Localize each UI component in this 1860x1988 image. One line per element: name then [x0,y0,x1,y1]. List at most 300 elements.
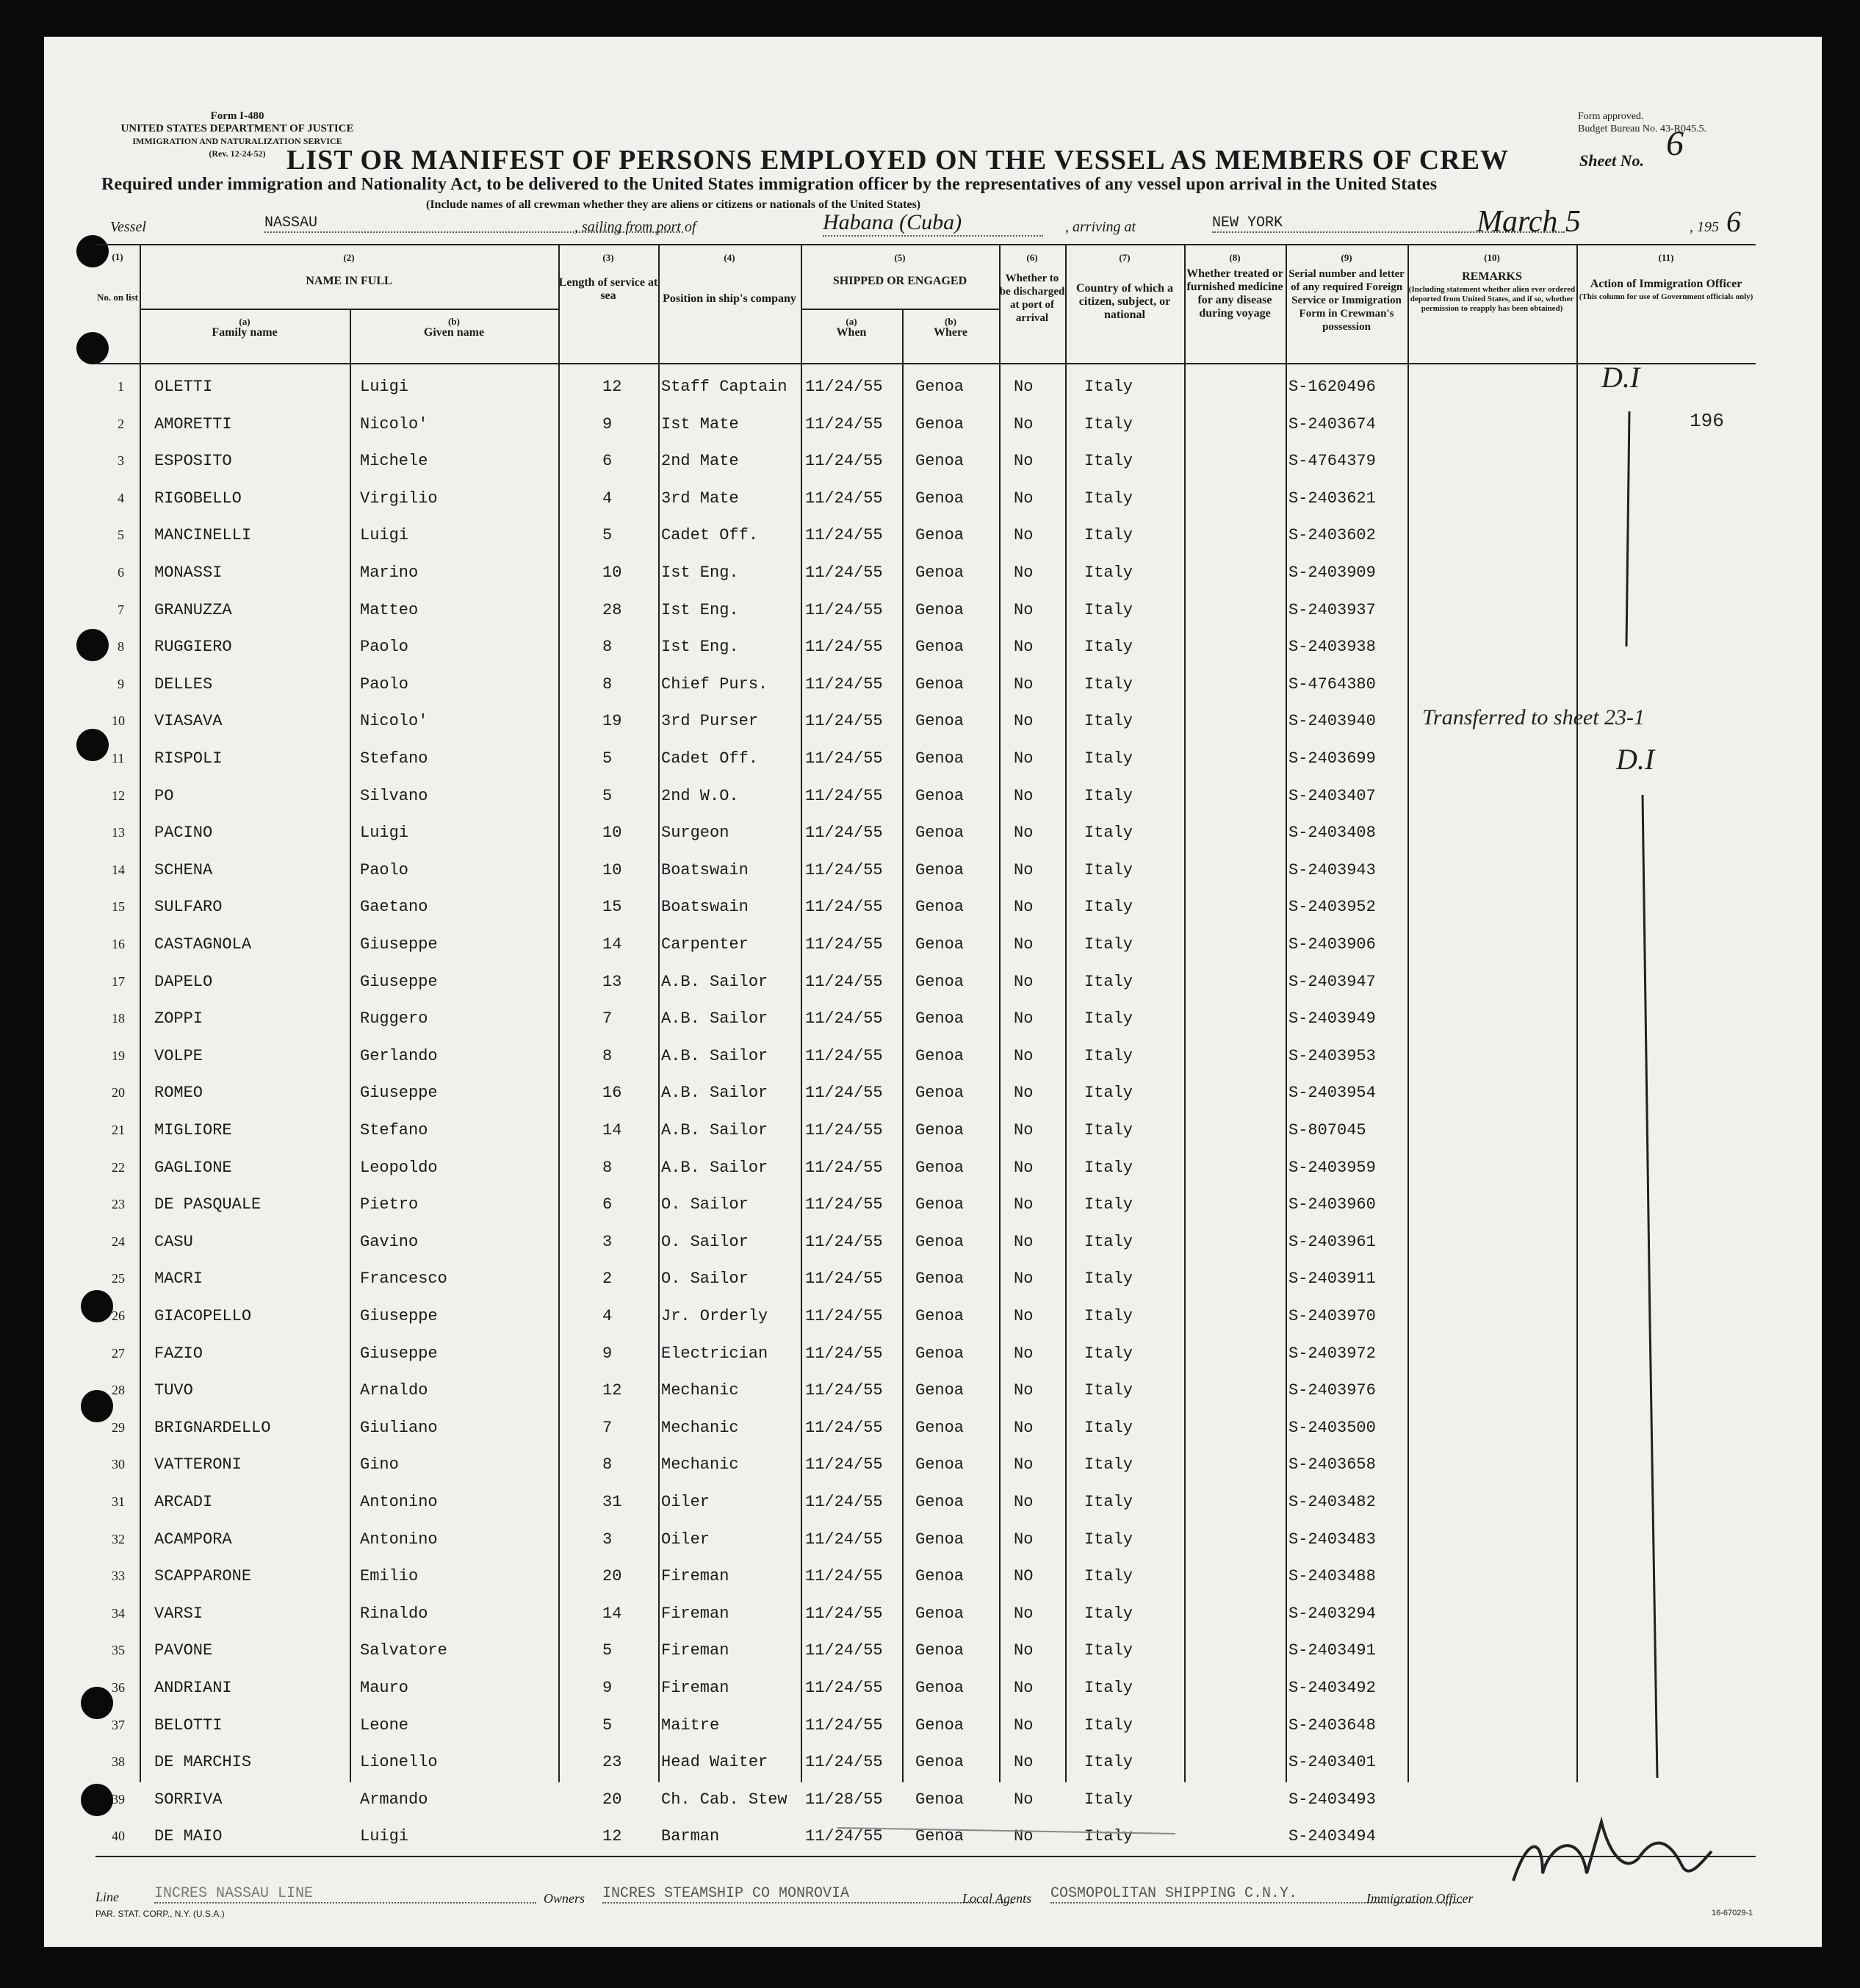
shipped-when: 11/24/55 [805,1418,883,1437]
shipped-when: 11/24/55 [805,1604,883,1623]
table-row [95,1073,1756,1111]
table-row [95,591,1756,628]
serial-number: S-2403482 [1288,1493,1376,1511]
discharge-status: No [1014,1307,1034,1325]
punch-hole [76,332,109,364]
serial-number: S-2403949 [1288,1009,1376,1029]
serial-number: S-2403621 [1288,489,1376,508]
sea-service: 7 [602,1009,613,1029]
crew-number: 34 [112,1605,125,1621]
position: Fireman [661,1604,729,1623]
col-8-header: (8) Whether treated or furnished medicine for any disease during voyage [1186,252,1283,320]
family-name: RIGOBELLO [154,489,242,508]
col-3-header: (3) Length of service at sea [558,252,658,302]
family-name: ARCADI [154,1493,213,1511]
given-name: Stefano [360,1121,428,1139]
sea-service: 20 [602,1790,622,1809]
serial-number: S-2403648 [1288,1715,1376,1735]
serial-number: S-4764379 [1288,452,1376,471]
discharge-status: No [1014,1381,1034,1400]
family-name: GAGLIONE [154,1158,232,1177]
serial-number: S-2403954 [1288,1084,1376,1103]
crew-number: 37 [112,1717,125,1732]
serial-number: S-2403972 [1288,1344,1376,1363]
sea-service: 5 [602,526,613,545]
family-name: RISPOLI [154,749,223,768]
position: Chief Purs. [661,674,768,694]
sea-service: 8 [602,1455,613,1474]
country: Italy [1084,1604,1133,1623]
header-bottom-line [95,363,1756,364]
serial-number: S-2403491 [1288,1641,1376,1660]
position: Fireman [661,1679,729,1697]
table-row [95,1408,1756,1446]
crew-number: 14 [112,862,125,877]
discharge-status: No [1014,712,1034,731]
sea-service: 14 [602,1604,622,1623]
sea-service: 14 [602,1121,622,1139]
country: Italy [1084,1753,1133,1772]
shipped-when: 11/24/55 [805,489,883,508]
sea-service: 4 [602,489,613,508]
position: A.B. Sailor [661,1121,768,1139]
shipped-when: 11/24/55 [805,972,883,991]
given-name: Paolo [360,860,409,879]
country: Italy [1084,1121,1133,1139]
col-5-header: (5) SHIPPED OR ENGAGED [832,252,967,287]
country: Italy [1084,1344,1133,1363]
shipped-where: Genoa [915,1753,965,1772]
shipped-where: Genoa [915,1269,965,1289]
table-row [95,999,1756,1037]
given-name: Lionello [360,1753,438,1772]
sea-service: 6 [602,1195,613,1214]
crew-number: 11 [112,751,125,766]
shipped-when: 11/24/55 [805,378,883,396]
discharge-status: No [1014,1715,1034,1735]
serial-number: S-4764380 [1288,674,1376,694]
serial-number: S-2403938 [1288,638,1376,657]
shipped-when: 11/24/55 [805,1715,883,1735]
family-name: ACAMPORA [154,1530,232,1549]
family-name: VARSI [154,1604,203,1623]
sea-service: 23 [602,1753,622,1772]
family-name: PACINO [154,824,213,843]
discharge-status: No [1014,638,1034,657]
discharge-status: No [1014,1530,1034,1549]
family-name: AMORETTI [154,414,232,433]
serial-number: S-2403960 [1288,1195,1376,1214]
shipped-where: Genoa [915,1790,965,1809]
serial-number: S-2403488 [1288,1567,1376,1586]
table-row [95,1111,1756,1148]
given-name: Virgilio [360,489,438,508]
shipped-where: Genoa [915,1827,965,1846]
sea-service: 8 [602,1046,613,1065]
agents-value: COSMOPOLITAN SHIPPING C.N.Y. [1050,1885,1462,1904]
shipped-when: 11/24/55 [805,1046,883,1065]
shipped-where: Genoa [915,378,965,396]
remark-row-10: Transferred to sheet 23-1 [1422,705,1645,730]
crew-number: 36 [112,1680,125,1695]
table-row [95,1185,1756,1222]
serial-number: S-2403947 [1288,972,1376,991]
sea-service: 6 [602,452,613,471]
discharge-status: No [1014,526,1034,545]
crew-number: 39 [112,1791,125,1807]
shipped-where: Genoa [915,1641,965,1660]
sea-service: 10 [602,824,622,843]
given-name: Gaetano [360,898,428,917]
given-name: Gerlando [360,1046,438,1065]
country: Italy [1084,1715,1133,1735]
table-row [95,887,1756,925]
crew-number: 27 [112,1345,125,1361]
sea-service: 5 [602,1715,613,1735]
given-name: Luigi [360,824,409,843]
given-name: Giuseppe [360,1344,438,1363]
given-name: Stefano [360,749,428,768]
family-name: DE PASQUALE [154,1195,262,1214]
crew-number: 22 [112,1159,125,1175]
crew-number: 5 [118,527,124,543]
table-row [95,1483,1756,1520]
shipped-where: Genoa [915,1493,965,1511]
shipped-where: Genoa [915,414,965,433]
position: 2nd Mate [661,452,739,471]
country: Italy [1084,1046,1133,1065]
family-name: ANDRIANI [154,1679,232,1697]
country: Italy [1084,1195,1133,1214]
position: Cadet Off. [661,526,759,545]
shipped-when: 11/24/55 [805,1641,883,1660]
table-row [95,1334,1756,1372]
shipped-when: 11/24/55 [805,638,883,657]
crew-number: 8 [118,639,124,655]
sea-service: 19 [602,712,622,731]
position: Boatswain [661,860,749,879]
shipped-when: 11/24/55 [805,600,883,619]
sea-service: 31 [602,1493,622,1511]
action-mark-row-1: D.I [1601,361,1640,394]
position: Surgeon [661,824,729,843]
shipped-where: Genoa [915,452,965,471]
discharge-status: No [1014,1493,1034,1511]
given-name: Salvatore [360,1641,447,1660]
shipped-where: Genoa [915,712,965,731]
position: Mechanic [661,1418,739,1437]
shipped-when: 11/28/55 [805,1790,883,1809]
discharge-status: No [1014,1790,1034,1809]
service: IMMIGRATION AND NATURALIZATION SERVICE [132,136,342,146]
given-name: Emilio [360,1567,419,1586]
family-name: PO [154,786,174,805]
given-name: Giuliano [360,1418,438,1437]
sea-service: 16 [602,1084,622,1103]
family-name: OLETTI [154,378,213,396]
given-name: Rinaldo [360,1604,428,1623]
shipped-where: Genoa [915,489,965,508]
family-name: CASTAGNOLA [154,935,252,954]
shipped-where: Genoa [915,824,965,843]
serial-number: S-2403970 [1288,1307,1376,1325]
country: Italy [1084,452,1133,471]
serial-number: S-2403500 [1288,1418,1376,1437]
shipped-where: Genoa [915,674,965,694]
sea-service: 5 [602,1641,613,1660]
shipped-when: 11/24/55 [805,1009,883,1029]
year-label: , 195 [1690,219,1719,235]
family-name: TUVO [154,1381,193,1400]
serial-number: S-2403658 [1288,1455,1376,1474]
shipped-when: 11/24/55 [805,1084,883,1103]
col-9-header: (9) Serial number and letter of any required Foreign Service or Immigration Form in Crewman's possession [1288,252,1405,333]
country: Italy [1084,1232,1133,1251]
table-row [95,851,1756,888]
position: Fireman [661,1567,729,1586]
shipped-where: Genoa [915,1381,965,1400]
shipped-when: 11/24/55 [805,563,883,582]
form-code: 16-67029-1 [1712,1909,1753,1917]
arriving-label: , arriving at [1065,219,1136,235]
family-name: CASU [154,1232,193,1251]
serial-number: S-1620496 [1288,378,1376,396]
voyage-line [110,205,1770,241]
given-name: Nicolo' [360,712,428,731]
table-row [95,1222,1756,1260]
given-name: Francesco [360,1269,447,1289]
table-row [95,1520,1756,1557]
crew-number: 18 [112,1011,125,1026]
crew-number: 24 [112,1234,125,1249]
shipped-when: 11/24/55 [805,824,883,843]
sailing-port: Habana (Cuba) [823,210,1043,237]
table-row [95,1668,1756,1706]
given-name: Giuseppe [360,935,438,954]
discharge-status: No [1014,1604,1034,1623]
shipped-where: Genoa [915,1158,965,1177]
given-name: Leopoldo [360,1158,438,1177]
table-row [95,553,1756,591]
signature-mark [1499,1807,1719,1903]
form-number: Form I-480 [210,110,264,122]
family-name: MIGLIORE [154,1121,232,1139]
shipped-where: Genoa [915,1121,965,1139]
sea-service: 4 [602,1307,613,1325]
sea-service: 9 [602,1344,613,1363]
country: Italy [1084,378,1133,396]
crew-number: 3 [118,453,124,469]
sea-service: 5 [602,786,613,805]
officer-signature [1499,1807,1719,1914]
shipped-where: Genoa [915,1195,965,1214]
table-row [95,925,1756,962]
printer-credit: PAR. STAT. CORP., N.Y. (U.S.A.) [95,1909,225,1919]
sea-service: 7 [602,1418,613,1437]
position: Ist Eng. [661,600,739,619]
sea-service: 12 [602,378,622,396]
serial-number: S-2403294 [1288,1604,1376,1623]
serial-number: S-2403953 [1288,1046,1376,1065]
shipped-when: 11/24/55 [805,898,883,917]
serial-number: S-2403483 [1288,1530,1376,1549]
sea-service: 8 [602,674,613,694]
family-name: VIASAVA [154,712,223,731]
serial-number: S-2403699 [1288,749,1376,768]
discharge-status: No [1014,1455,1034,1474]
family-name: ROMEO [154,1084,203,1103]
crew-number: 15 [112,899,125,915]
shipped-where: Genoa [915,898,965,917]
sea-service: 13 [602,972,622,991]
country: Italy [1084,1158,1133,1177]
shipped-where: Genoa [915,1455,965,1474]
arriving-port: NEW YORK [1212,215,1565,233]
country: Italy [1084,1269,1133,1289]
shipped-when: 11/24/55 [805,1307,883,1325]
discharge-status: No [1014,1344,1034,1363]
country: Italy [1084,972,1133,991]
shipped-where: Genoa [915,1530,965,1549]
family-name: MONASSI [154,563,223,582]
shipped-where: Genoa [915,786,965,805]
discharge-status: No [1014,1046,1034,1065]
country: Italy [1084,1641,1133,1660]
given-name: Giuseppe [360,972,438,991]
position: Staff Captain [661,378,787,396]
position: Fireman [661,1641,729,1660]
page-title: LIST OR MANIFEST OF PERSONS EMPLOYED ON THE VESSEL AS MEMBERS OF CREW [286,145,1509,176]
country: Italy [1084,1381,1133,1400]
crew-number: 33 [112,1569,125,1584]
discharge-status: No [1014,1009,1034,1029]
position: Electrician [661,1344,768,1363]
country: Italy [1084,1418,1133,1437]
col-10-header: (10) REMARKS (Including statement whether alien ever ordered deported from United States, and if so, whether permission to reapply has been obtained) [1408,252,1576,313]
shipped-where: Genoa [915,1232,965,1251]
position: 3rd Purser [661,712,759,731]
given-name: Luigi [360,526,409,545]
shipped-when: 11/24/55 [805,414,883,433]
country: Italy [1084,1493,1133,1511]
discharge-status: No [1014,935,1034,954]
table-row [95,1631,1756,1668]
discharge-status: No [1014,489,1034,508]
discharge-status: No [1014,1121,1034,1139]
revision: (Rev. 12-24-52) [209,148,266,159]
vessel-name: NASSAU [264,215,683,233]
serial-number: S-2403674 [1288,414,1376,433]
given-name: Silvano [360,786,428,805]
sea-service: 9 [602,1679,613,1697]
position: Mechanic [661,1381,739,1400]
shipped-when: 11/24/55 [805,1344,883,1363]
arrival-date: March 5 [1477,205,1581,239]
country: Italy [1084,638,1133,657]
table-row [95,739,1756,777]
table-row [95,962,1756,1000]
shipped-when: 11/24/55 [805,1530,883,1549]
family-name: MANCINELLI [154,526,252,545]
col-2b-header: (b) Given name [423,316,485,339]
sheet-number: 6 [1666,124,1684,163]
family-name: SCHENA [154,860,213,879]
crew-number: 32 [112,1531,125,1546]
table-row [95,1706,1756,1743]
serial-number: S-2403961 [1288,1232,1376,1251]
shipped-when: 11/24/55 [805,1232,883,1251]
shipped-when: 11/24/55 [805,1827,883,1846]
position: Ch. Cab. Stew [661,1790,787,1809]
shipped-when: 11/24/55 [805,712,883,731]
discharge-status: No [1014,1195,1034,1214]
given-name: Paolo [360,638,409,657]
col-1-header: (1) No. on list [97,251,138,303]
country: Italy [1084,1567,1133,1586]
crew-number: 38 [112,1754,125,1770]
vessel-label: Vessel [110,219,146,235]
country: Italy [1084,1790,1133,1809]
crew-number: 4 [118,490,124,505]
given-name: Ruggero [360,1009,428,1029]
serial-number: S-2403940 [1288,712,1376,731]
position: Head Waiter [661,1753,768,1772]
line-label: Line [95,1890,120,1904]
country: Italy [1084,1455,1133,1474]
discharge-status: No [1014,1084,1034,1103]
sea-service: 8 [602,1158,613,1177]
family-name: VATTERONI [154,1455,242,1474]
sea-service: 3 [602,1232,613,1251]
serial-number: S-2403602 [1288,526,1376,545]
shipped-when: 11/24/55 [805,1269,883,1289]
discharge-status: No [1014,972,1034,991]
shipped-when: 11/24/55 [805,1158,883,1177]
approval-text: Form approved. [1578,111,1644,122]
country: Italy [1084,1827,1133,1846]
family-name: GIACOPELLO [154,1307,252,1325]
discharge-status: No [1014,1679,1034,1697]
sea-service: 15 [602,898,622,917]
serial-number: S-2403493 [1288,1790,1376,1809]
crew-number: 6 [118,565,124,580]
crew-number: 21 [112,1123,125,1137]
shipped-where: Genoa [915,526,965,545]
discharge-status: No [1014,1827,1034,1846]
discharge-status: No [1014,563,1034,582]
serial-number: S-2403408 [1288,824,1376,843]
crew-number: 16 [112,937,125,951]
given-name: Pietro [360,1195,419,1214]
family-name: SORRIVA [154,1790,223,1809]
country: Italy [1084,898,1133,917]
shipped-when: 11/24/55 [805,1679,883,1697]
shipped-when: 11/24/55 [805,1753,883,1772]
shipped-where: Genoa [915,1567,965,1586]
table-row [95,813,1756,851]
crew-number: 29 [112,1419,125,1435]
position: Barman [661,1827,720,1846]
form-approval [1578,110,1706,135]
shipped-where: Genoa [915,749,965,768]
table-row [95,1148,1756,1186]
country: Italy [1084,712,1133,731]
discharge-status: No [1014,1641,1034,1660]
shipped-where: Genoa [915,563,965,582]
shipped-where: Genoa [915,1679,965,1697]
country: Italy [1084,1084,1133,1103]
table-row [95,1297,1756,1334]
